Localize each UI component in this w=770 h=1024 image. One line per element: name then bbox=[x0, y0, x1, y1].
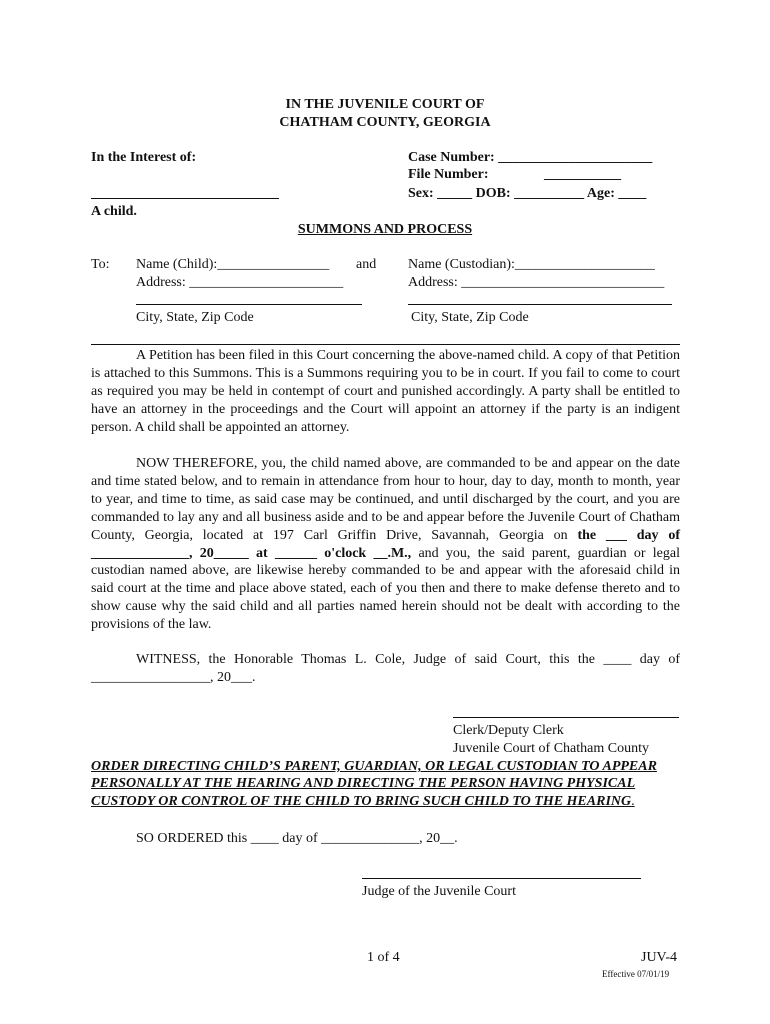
judge-title: Judge of the Juvenile Court bbox=[362, 884, 516, 899]
court-title-line1: IN THE JUVENILE COURT OF bbox=[285, 97, 485, 112]
and-label: and bbox=[356, 257, 377, 272]
custodian-address-line2[interactable] bbox=[408, 304, 672, 305]
child-label: A child. bbox=[91, 204, 137, 219]
judge-signature-line[interactable] bbox=[362, 878, 641, 879]
child-address-field[interactable]: Address: ______________________ bbox=[136, 275, 344, 290]
sex-dob-age-field[interactable]: Sex: _____ DOB: __________ Age: ____ bbox=[408, 186, 647, 201]
file-number-label: File Number: bbox=[408, 167, 489, 182]
command-paragraph bbox=[91, 455, 680, 634]
order-heading bbox=[91, 758, 691, 810]
petition-text: A Petition has been filed in this Court concerning the above-named child. A copy of that Petition is attached to this Summons. This is a Summons requiring you to be in court. If you fail to come to court as required you may be held in contempt of court and punished accordingly. A party shall be entitled to have an attorney in the proceedings and the Court will appoint an attorney if the party is an indigent person. A child shall be appointed an attorney. bbox=[91, 348, 680, 435]
summons-title: SUMMONS AND PROCESS bbox=[297, 222, 473, 237]
custodian-address-field[interactable]: Address: _____________________________ bbox=[408, 275, 665, 290]
interest-label: In the Interest of: bbox=[91, 150, 197, 165]
witness-line2[interactable]: _________________, 20___. bbox=[91, 669, 256, 685]
child-name-field[interactable]: Name (Child):________________ bbox=[136, 257, 330, 272]
child-address-line2[interactable] bbox=[136, 304, 362, 305]
child-name-line[interactable] bbox=[91, 198, 279, 199]
court-title-line2: CHATHAM COUNTY, GEORGIA bbox=[279, 115, 491, 130]
clerk-title: Clerk/Deputy Clerk bbox=[453, 723, 564, 738]
custodian-name-field[interactable]: Name (Custodian):____________________ bbox=[408, 257, 655, 272]
petition-paragraph bbox=[91, 347, 680, 437]
witness-line1[interactable]: WITNESS, the Honorable Thomas L. Cole, Judge of said Court, this the ____ day of bbox=[136, 652, 680, 667]
section-divider bbox=[91, 344, 680, 345]
order-heading-text: ORDER DIRECTING CHILD’S PARENT, GUARDIAN, OR LEGAL CUSTODIAN TO APPEAR PERSONALLY AT THE HEARING AND DIRECTING THE PERSON HAVING PHYSICAL CUSTODY OR CONTROL OF THE CHILD TO BRING SUCH CHILD TO THE HEARING bbox=[91, 759, 657, 809]
hearing-date-time-fields[interactable]: the ___ day of ______________, 20_____ at ______ o'clock __.M., bbox=[91, 527, 680, 561]
page-number: 1 of 4 bbox=[367, 950, 400, 965]
clerk-signature-line[interactable] bbox=[453, 717, 679, 718]
so-ordered-line[interactable]: SO ORDERED this ____ day of ______________, 20__. bbox=[136, 831, 458, 846]
witness-paragraph bbox=[91, 651, 680, 687]
form-id: JUV-4 bbox=[641, 950, 678, 965]
child-city-label: City, State, Zip Code bbox=[136, 310, 254, 325]
command-text-after: and you, the said parent, guardian or legal custodian named above, are likewise hereby commanded to be and appear with the aforesaid child in said court at the time and place above stated, each of you then and there to make defense thereto and to show cause why the said child and all parties named herein should not be dealt with according to the provisions of the law. bbox=[91, 545, 680, 633]
case-number-field[interactable]: Case Number: ______________________ bbox=[408, 150, 653, 165]
to-label: To: bbox=[91, 257, 110, 272]
file-number-field[interactable]: ___________ bbox=[544, 167, 621, 182]
order-heading-period: . bbox=[631, 793, 635, 809]
effective-date: Effective 07/01/19 bbox=[602, 969, 670, 979]
clerk-court: Juvenile Court of Chatham County bbox=[453, 741, 649, 756]
command-text-before: NOW THEREFORE, you, the child named above, are commanded to be and appear on the date and time stated below, and to remain in attendance from hour to hour, day to day, month to month, year to year, and time to time, as said case may be continued, and until discharged by the court, and you are commanded to lay any and all business aside and to be and appear before the Juvenile Court of Chatham County, Georgia, located at 197 Carl Griffin Drive, Savannah, Georgia on bbox=[91, 456, 680, 543]
custodian-city-label: City, State, Zip Code bbox=[411, 310, 529, 325]
